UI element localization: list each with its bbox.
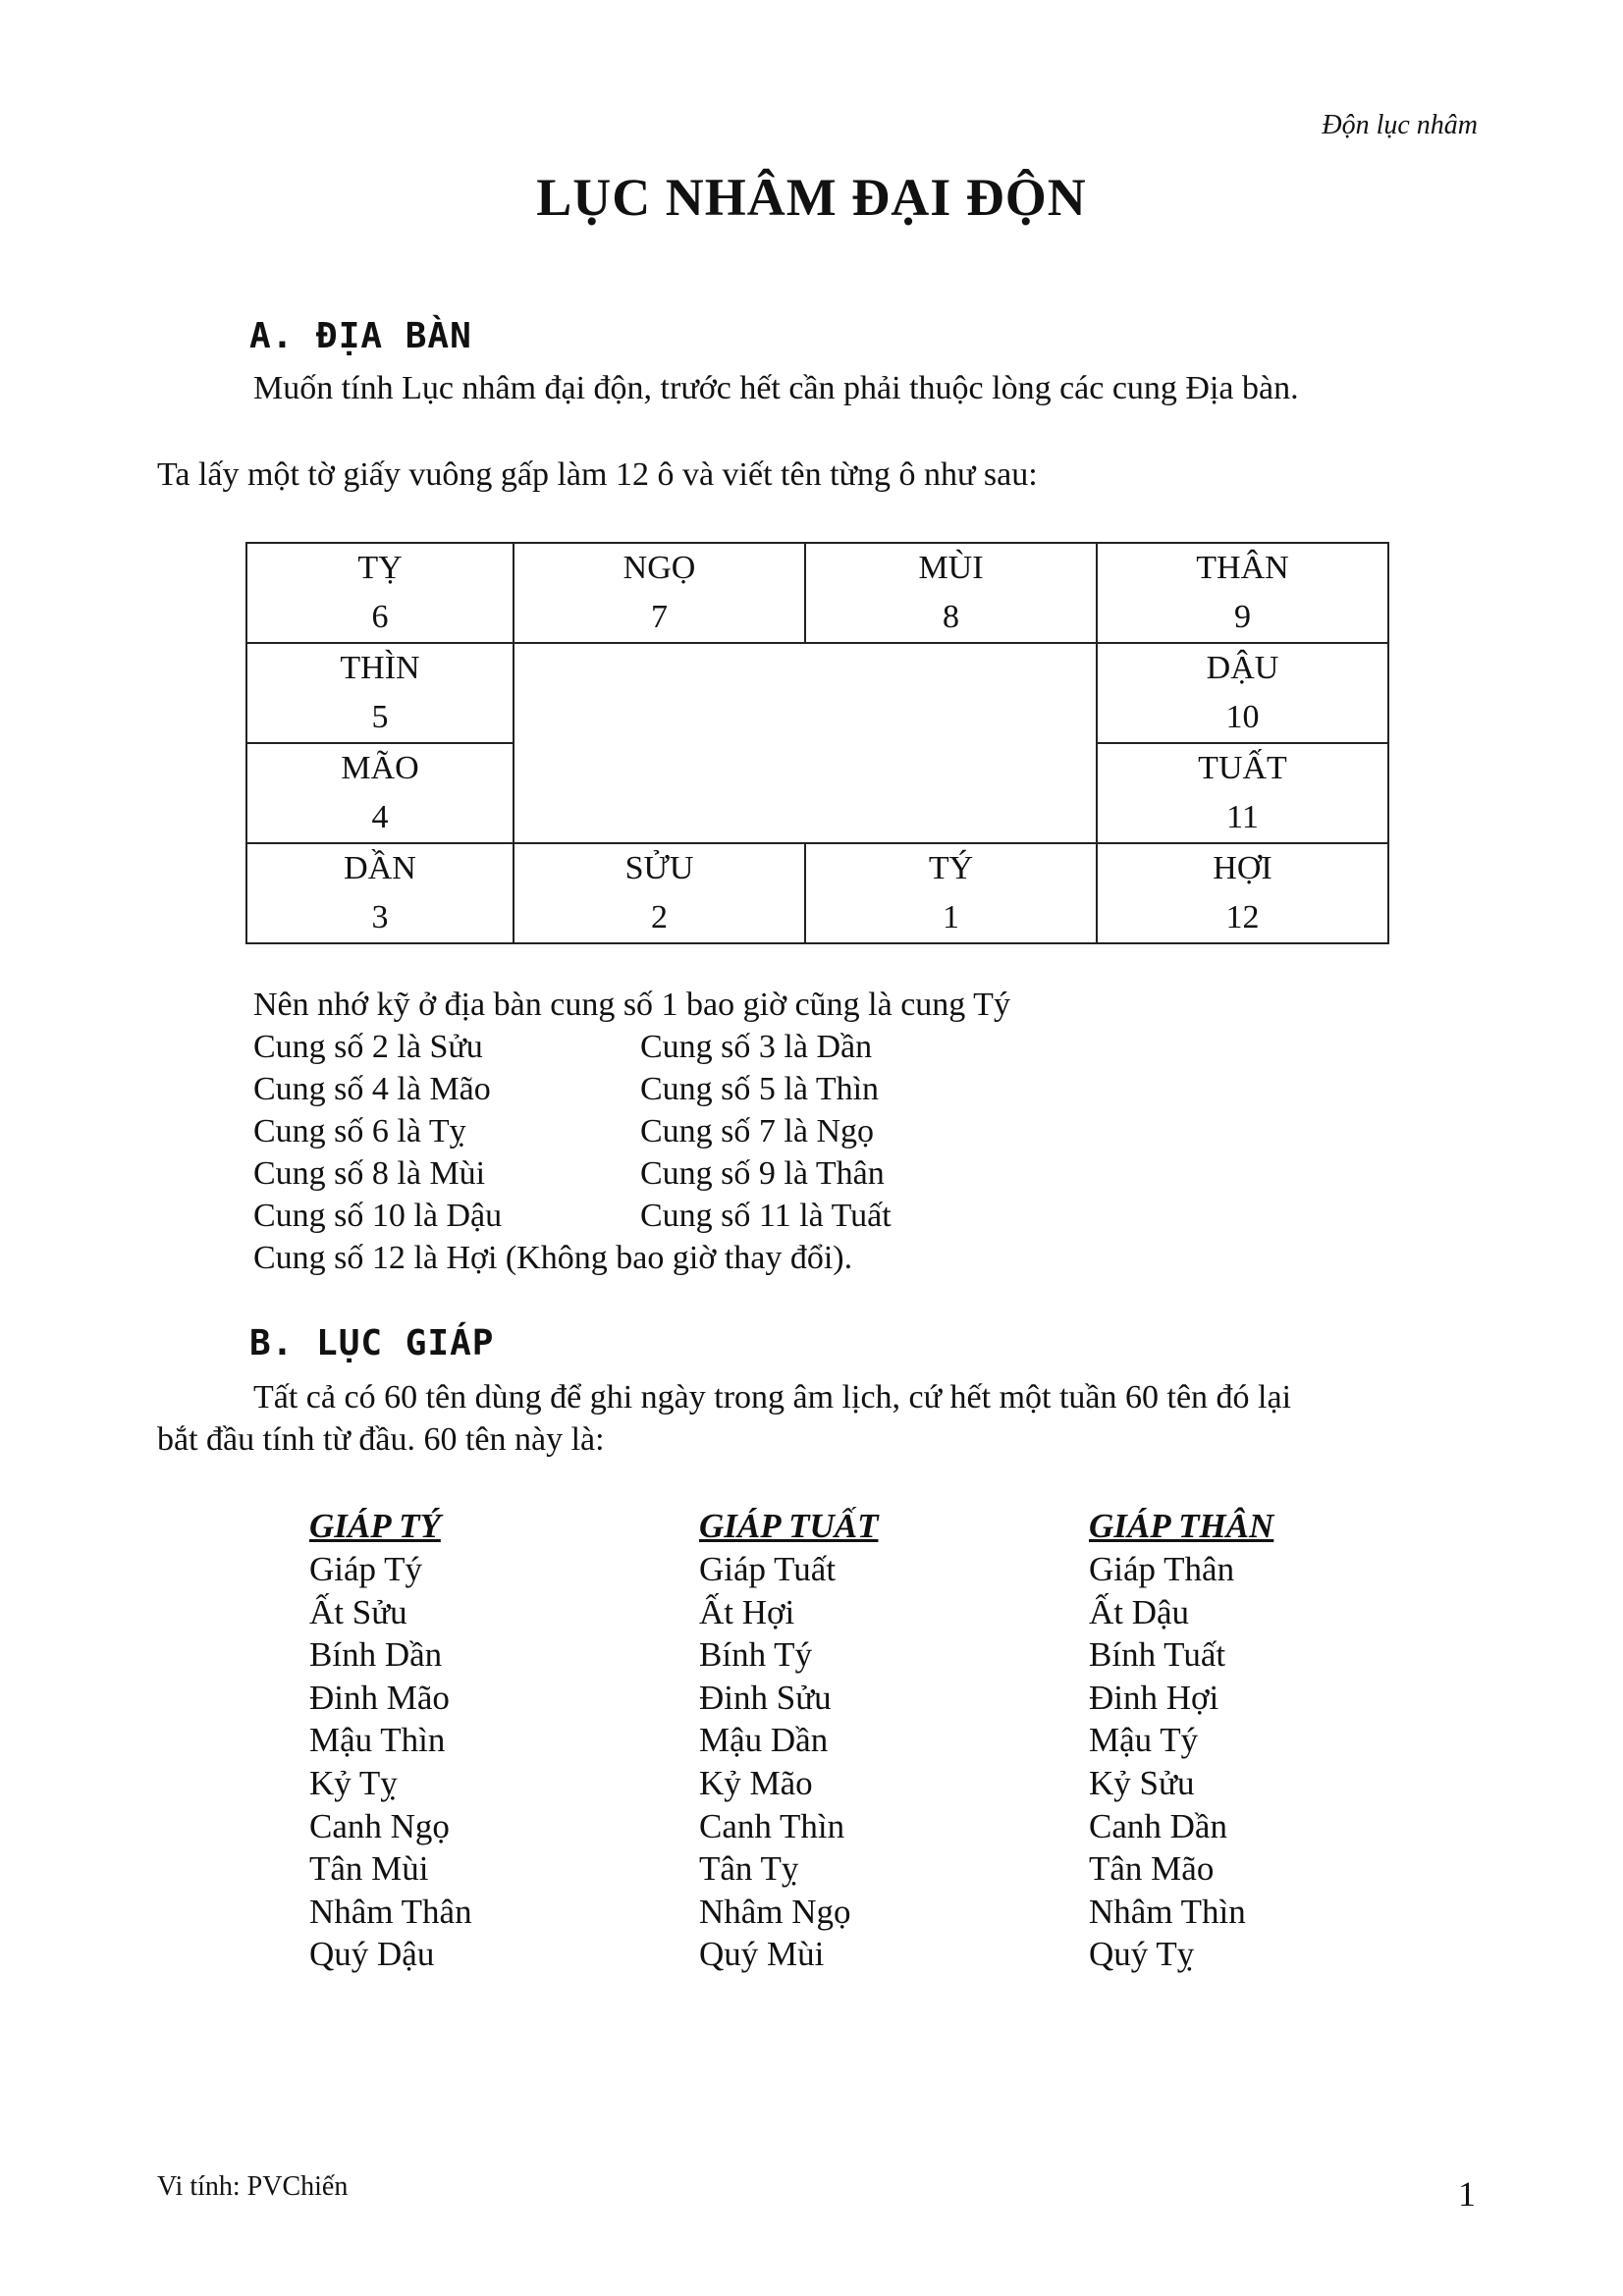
palace-cell-than-9 <box>1097 543 1388 643</box>
palace-name: NGỌ <box>622 550 696 586</box>
list-item: Giáp Thân <box>1089 1550 1235 1588</box>
list-item: Tân Mão <box>1089 1849 1215 1889</box>
note-text: Cung số 7 là Ngọ <box>640 1113 874 1149</box>
cycle-column-giap-tuat <box>699 1505 1072 1976</box>
list-item: Nhâm Ngọ <box>699 1892 851 1931</box>
palace-number: 12 <box>1225 899 1260 935</box>
page-number: 1 <box>1458 2174 1476 2214</box>
cycle-column-giap-ty <box>309 1505 682 1976</box>
palace-name: TỴ <box>357 550 403 586</box>
list-item: Kỷ Tỵ <box>309 1763 398 1802</box>
list-item <box>253 1068 1010 1110</box>
list-item: Nhâm Thìn <box>1089 1892 1246 1931</box>
list-item <box>253 1026 1010 1068</box>
cycle-column-heading: GIÁP THÂN <box>1089 1507 1274 1545</box>
palace-center-empty <box>514 643 1097 843</box>
list-item: Đinh Sửu <box>699 1678 832 1717</box>
palace-name: THÂN <box>1196 550 1289 586</box>
palace-cell-ngo-7 <box>514 543 805 643</box>
palace-cell-suu-2 <box>514 843 805 943</box>
palace-name: TÝ <box>928 850 974 886</box>
list-item: Đinh Mão <box>309 1678 450 1717</box>
list-item: Nhâm Thân <box>309 1892 472 1931</box>
palace-name: THÌN <box>340 650 420 686</box>
palace-number: 2 <box>651 899 668 935</box>
list-item: Mậu Thìn <box>309 1721 446 1760</box>
palace-number: 8 <box>943 599 959 635</box>
header-note: Độn lục nhâm <box>1322 110 1478 140</box>
palace-cell-dau-10 <box>1097 643 1388 743</box>
palace-cell-ty-1 <box>805 843 1097 943</box>
palace-cell-mui-8 <box>805 543 1097 643</box>
list-item: Canh Dần <box>1089 1806 1227 1845</box>
list-item: Mậu Tý <box>1089 1721 1199 1760</box>
list-item: Đinh Hợi <box>1089 1678 1219 1717</box>
note-text: Cung số 8 là Mùi <box>253 1155 486 1192</box>
note-text: Nên nhớ kỹ ở địa bàn cung số 1 bao giờ cũng là cung Tý <box>253 987 1010 1023</box>
note-text: Cung số 10 là Dậu <box>253 1198 503 1234</box>
palace-number: 3 <box>371 899 389 935</box>
list-item <box>253 1110 1010 1152</box>
note-text: Cung số 4 là Mão <box>253 1071 491 1107</box>
section-a-instruction: Ta lấy một tờ giấy vuông gấp làm 12 ô và viết tên từng ô như sau: <box>157 456 1038 493</box>
palace-cell-hoi-12 <box>1097 843 1388 943</box>
palace-number: 1 <box>943 899 959 935</box>
list-item <box>253 1195 1010 1237</box>
palace-cell-dan-3 <box>246 843 514 943</box>
list-item: Bính Dần <box>309 1635 443 1675</box>
list-item: Ất Sửu <box>309 1592 407 1631</box>
list-item: Kỷ Mão <box>699 1763 813 1802</box>
note-text: Cung số 11 là Tuất <box>640 1198 892 1234</box>
list-item: Giáp Tuất <box>699 1550 837 1588</box>
list-item: Canh Ngọ <box>309 1806 450 1845</box>
section-b-para-line2: bắt đầu tính từ đầu. 60 tên này là: <box>157 1421 605 1458</box>
list-item: Bính Tý <box>699 1635 813 1675</box>
list-item: Giáp Tý <box>309 1550 423 1588</box>
list-item: Canh Thìn <box>699 1806 845 1845</box>
earth-palace-table <box>245 542 1389 944</box>
palace-note-list <box>253 984 1010 1279</box>
cycle-column-giap-than <box>1089 1505 1462 1976</box>
list-item: Quý Mùi <box>699 1935 825 1974</box>
note-text: Cung số 9 là Thân <box>640 1155 885 1192</box>
palace-number: 7 <box>651 599 668 635</box>
palace-name: SỬU <box>624 850 694 886</box>
list-item: Ất Dậu <box>1089 1592 1190 1631</box>
palace-cell-ty-6 <box>246 543 514 643</box>
palace-cell-mao-4 <box>246 743 514 843</box>
cycle-column-heading: GIÁP TUẤT <box>699 1507 879 1545</box>
list-item: Quý Tỵ <box>1089 1935 1195 1974</box>
palace-cell-thin-5 <box>246 643 514 743</box>
document-title: LỤC NHÂM ĐẠI ĐỘN <box>536 168 1087 227</box>
list-item: Tân Mùi <box>309 1849 429 1889</box>
palace-name: HỢI <box>1213 850 1272 886</box>
palace-number: 11 <box>1226 799 1259 835</box>
palace-name: MÃO <box>341 750 419 786</box>
list-item: Mậu Dần <box>699 1721 829 1760</box>
palace-number: 10 <box>1225 699 1260 735</box>
section-a-intro: Muốn tính Lục nhâm đại độn, trước hết cần phải thuộc lòng các cung Địa bàn. <box>253 370 1299 406</box>
note-text: Cung số 12 là Hợi (Không bao giờ thay đổi). <box>253 1240 853 1276</box>
palace-number: 6 <box>371 599 389 635</box>
palace-number: 4 <box>371 799 389 835</box>
section-b-para-line1: Tất cả có 60 tên dùng để ghi ngày trong âm lịch, cứ hết một tuần 60 tên đó lại <box>253 1379 1292 1415</box>
list-item: Kỷ Sửu <box>1089 1763 1195 1802</box>
list-item <box>253 1237 1010 1279</box>
palace-name: MÙI <box>918 550 984 586</box>
list-item: Tân Tỵ <box>699 1849 799 1889</box>
note-text: Cung số 2 là Sửu <box>253 1029 483 1065</box>
palace-cell-tuat-11 <box>1097 743 1388 843</box>
note-text: Cung số 3 là Dần <box>640 1029 873 1065</box>
section-a-heading: A. ĐỊA BÀN <box>249 316 472 356</box>
list-item: Ất Hợi <box>699 1592 795 1631</box>
list-item <box>253 984 1010 1026</box>
list-item: Bính Tuất <box>1089 1635 1226 1675</box>
note-text: Cung số 5 là Thìn <box>640 1071 880 1107</box>
palace-name: TUẤT <box>1198 750 1287 786</box>
list-item <box>253 1152 1010 1195</box>
list-item: Quý Dậu <box>309 1935 435 1974</box>
palace-name: DẦN <box>344 850 416 886</box>
note-text: Cung số 6 là Tỵ <box>253 1113 466 1149</box>
footer-credit: Vi tính: PVChiến <box>157 2171 349 2202</box>
palace-name: DẬU <box>1206 650 1279 686</box>
palace-number: 5 <box>371 699 389 735</box>
section-b-heading: B. LỤC GIÁP <box>249 1323 495 1363</box>
palace-number: 9 <box>1234 599 1251 635</box>
cycle-column-heading: GIÁP TÝ <box>309 1507 441 1545</box>
